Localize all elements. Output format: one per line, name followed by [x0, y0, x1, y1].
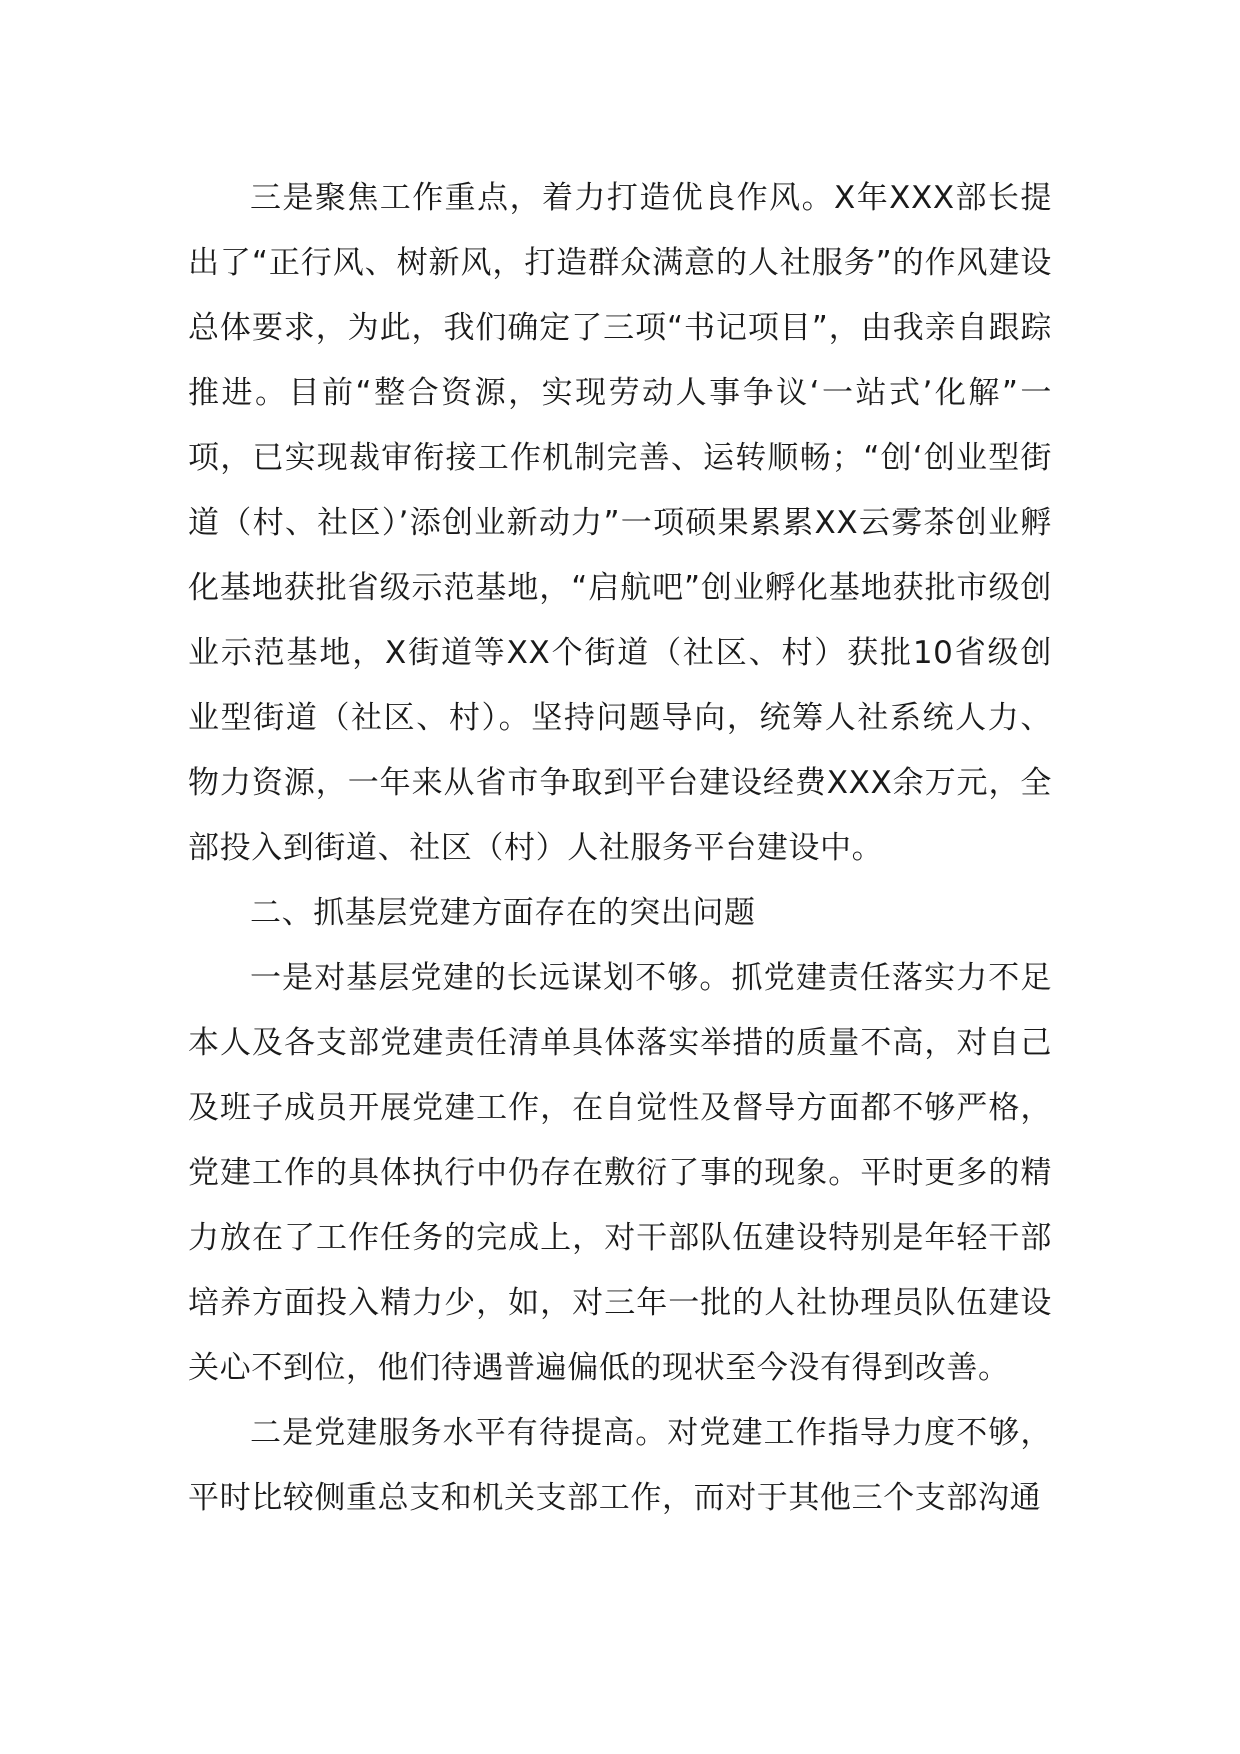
paragraph-long-term-planning: 一是对基层党建的长远谋划不够。抓党建责任落实力不足本人及各支部党建责任清单具体落实举措的质量不高，对自己及班子成员开展党建工作，在自觉性及督导方面都不够严格，党建工作的具体执行中仍存在敷衍了事的现象。平时更多的精力放在了工作任务的完成上，对干部队伍建设特别是年轻干部培养方面投入精力少，如，对三年一批的人社协理员队伍建设关心不到位，他们待遇普遍偏低的现状至今没有得到改善。: [188, 960, 1052, 1386]
section-heading-problems: 二、抓基层党建方面存在的突出问题: [250, 895, 756, 931]
paragraph-style-improvement: 三是聚焦工作重点，着力打造优良作风。X年XXX部长提出了“正行风、树新风，打造群众满意的人社服务”的作风建设总体要求，为此，我们确定了三项“书记项目”，由我亲自跟踪推进。目前“整合资源，实现劳动人事争议‘一站式’化解”一项，已实现裁审衔接工作机制完善、运转顺畅；“创‘创业型街道（村、社区）’添创业新动力”一项硕果累累XX云雾茶创业孵化基地获批省级示范基地，“启航吧”创业孵化基地获批市级创业示范基地，X街道等XX个街道（社区、村）获批10省级创业型街道（社区、村）。坚持问题导向，统筹人社系统人力、物力资源，一年来从省市争取到平台建设经费XXX余万元，全部投入到街道、社区（村）人社服务平台建设中。: [188, 180, 1052, 866]
document-body: [188, 166, 1052, 1531]
paragraph-service-level: 二是党建服务水平有待提高。对党建工作指导力度不够，平时比较侧重总支和机关支部工作，而对于其他三个支部沟通: [188, 1415, 1052, 1516]
